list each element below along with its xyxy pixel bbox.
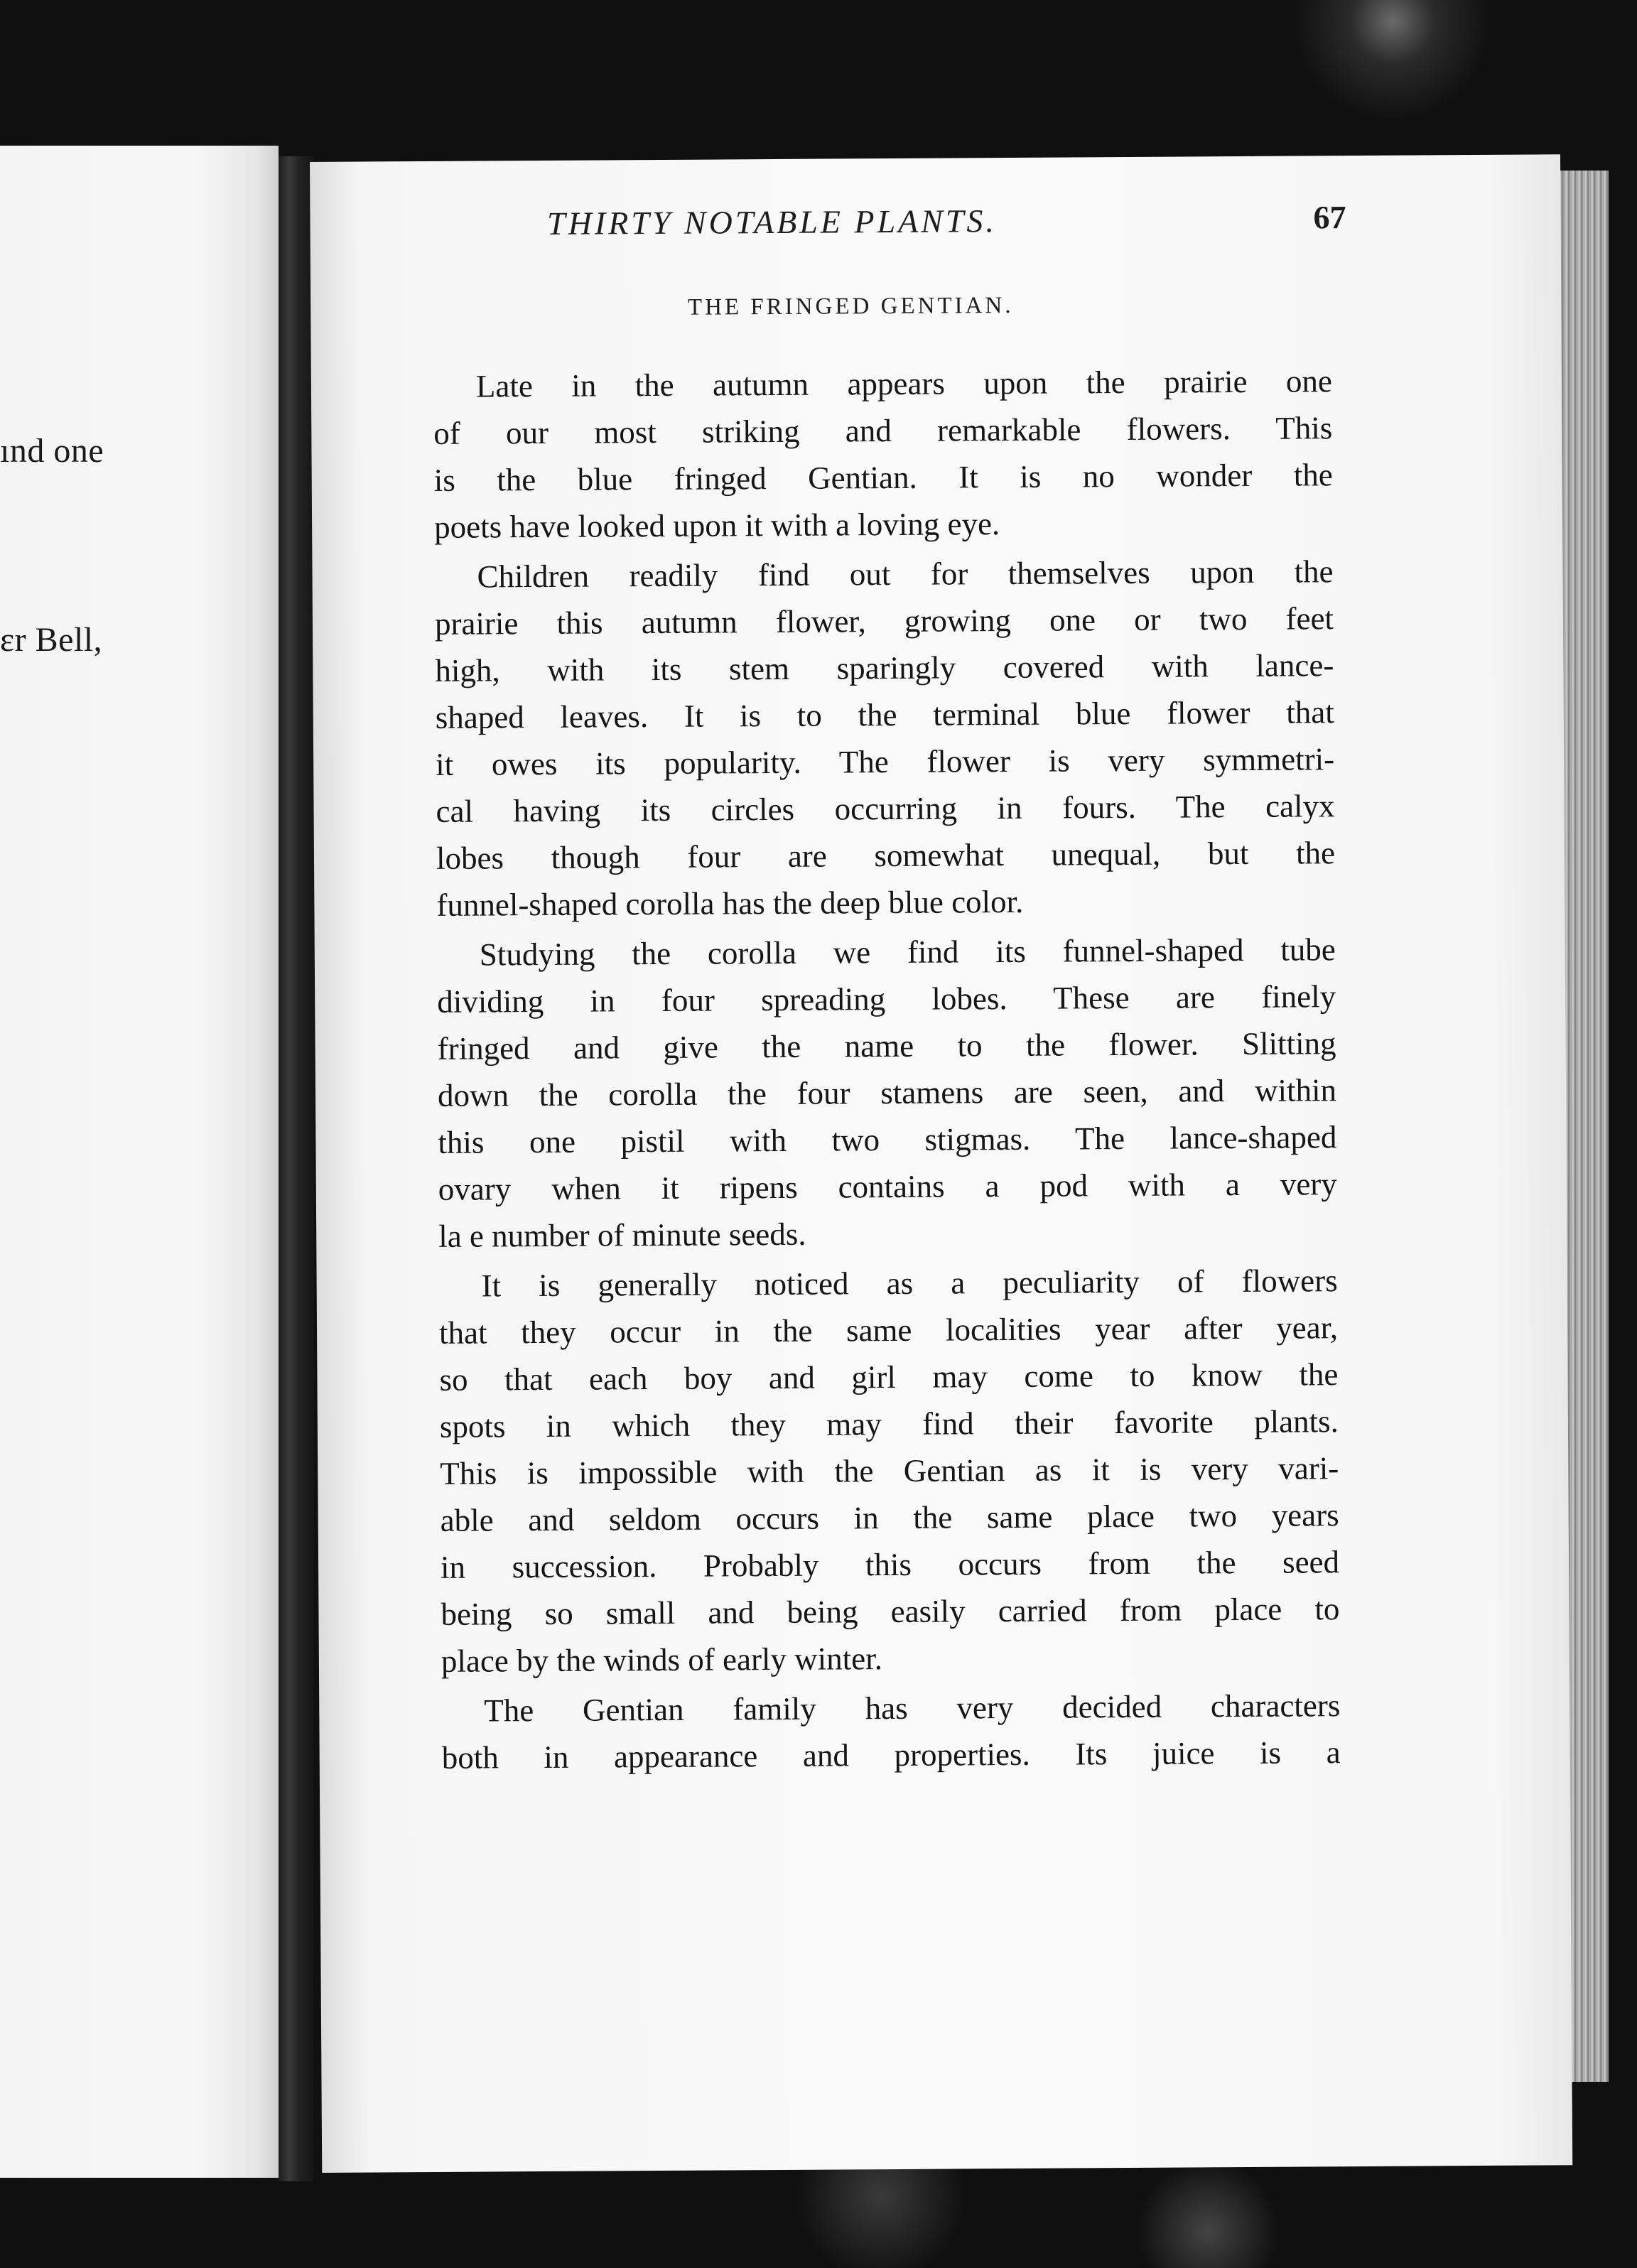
text-line: poets have looked upon it with a loving eye. xyxy=(433,506,1000,545)
text-line: is the blue fringed Gentian. It is no wonder the xyxy=(433,457,1333,498)
text-line: lobes though four are somewhat unequal, but the xyxy=(436,835,1336,876)
text-line: Studying the corolla we find its funnel-shaped tube xyxy=(479,932,1336,973)
section-title: THE FRINGED GENTIAN. xyxy=(687,292,1014,320)
text-line: This is impossible with the Gentian as it is very vari- xyxy=(440,1450,1339,1491)
text-line: of our most striking and remarkable flowers. This xyxy=(433,410,1333,451)
right-page xyxy=(310,154,1572,2173)
book-gutter xyxy=(279,156,314,2181)
body-text xyxy=(433,357,1341,1781)
text-line: funnel-shaped corolla has the deep blue color. xyxy=(436,883,1024,923)
text-line: It is generally noticed as a peculiarity of flowers xyxy=(481,1263,1338,1304)
left-page-fragment: ɛr Bell, xyxy=(0,621,103,659)
text-line: The Gentian family has very decided characters xyxy=(484,1688,1341,1729)
text-line: spots in which they may find their favorite plants. xyxy=(439,1403,1339,1444)
text-line: Children readily find out for themselves upon the xyxy=(477,554,1334,595)
text-line: cal having its circles occurring in fours. The calyx xyxy=(436,788,1335,829)
text-line: shaped leaves. It is to the terminal blue flower that xyxy=(435,694,1334,735)
text-line: able and seldom occurs in the same place two years xyxy=(440,1497,1339,1538)
left-facing-page xyxy=(0,146,279,2178)
text-line: down the corolla the four stamens are seen, and within xyxy=(437,1072,1337,1113)
text-line: la e number of minute seeds. xyxy=(438,1216,806,1254)
text-line: this one pistil with two stigmas. The lance-shaped xyxy=(438,1119,1337,1160)
text-line: ovary when it ripens contains a pod with a very xyxy=(438,1166,1337,1207)
text-line: it owes its popularity. The flower is very symmetri- xyxy=(436,741,1335,782)
text-line: Late in the autumn appears upon the prairie one xyxy=(475,363,1333,404)
left-page-fragment: ınd one xyxy=(0,432,104,470)
text-line: prairie this autumn flower, growing one or two feet xyxy=(434,600,1334,642)
text-line: in succession. Probably this occurs from the seed xyxy=(440,1544,1340,1585)
text-line: fringed and give the name to the flower. Slitting xyxy=(437,1025,1336,1066)
text-line: being so small and being easily carried from place to xyxy=(441,1591,1340,1632)
text-line: high, with its stem sparingly covered with lance- xyxy=(435,647,1334,688)
running-head: THIRTY NOTABLE PLANTS. xyxy=(546,202,998,242)
text-line: both in appearance and properties. Its juice is a xyxy=(441,1734,1341,1776)
text-line: place by the winds of early winter. xyxy=(441,1641,883,1679)
text-line: dividing in four spreading lobes. These are finely xyxy=(437,978,1336,1020)
text-line: so that each boy and girl may come to know the xyxy=(439,1356,1339,1398)
text-line: that they occur in the same localities year after year, xyxy=(438,1310,1339,1351)
page-number: 67 xyxy=(1313,199,1346,236)
